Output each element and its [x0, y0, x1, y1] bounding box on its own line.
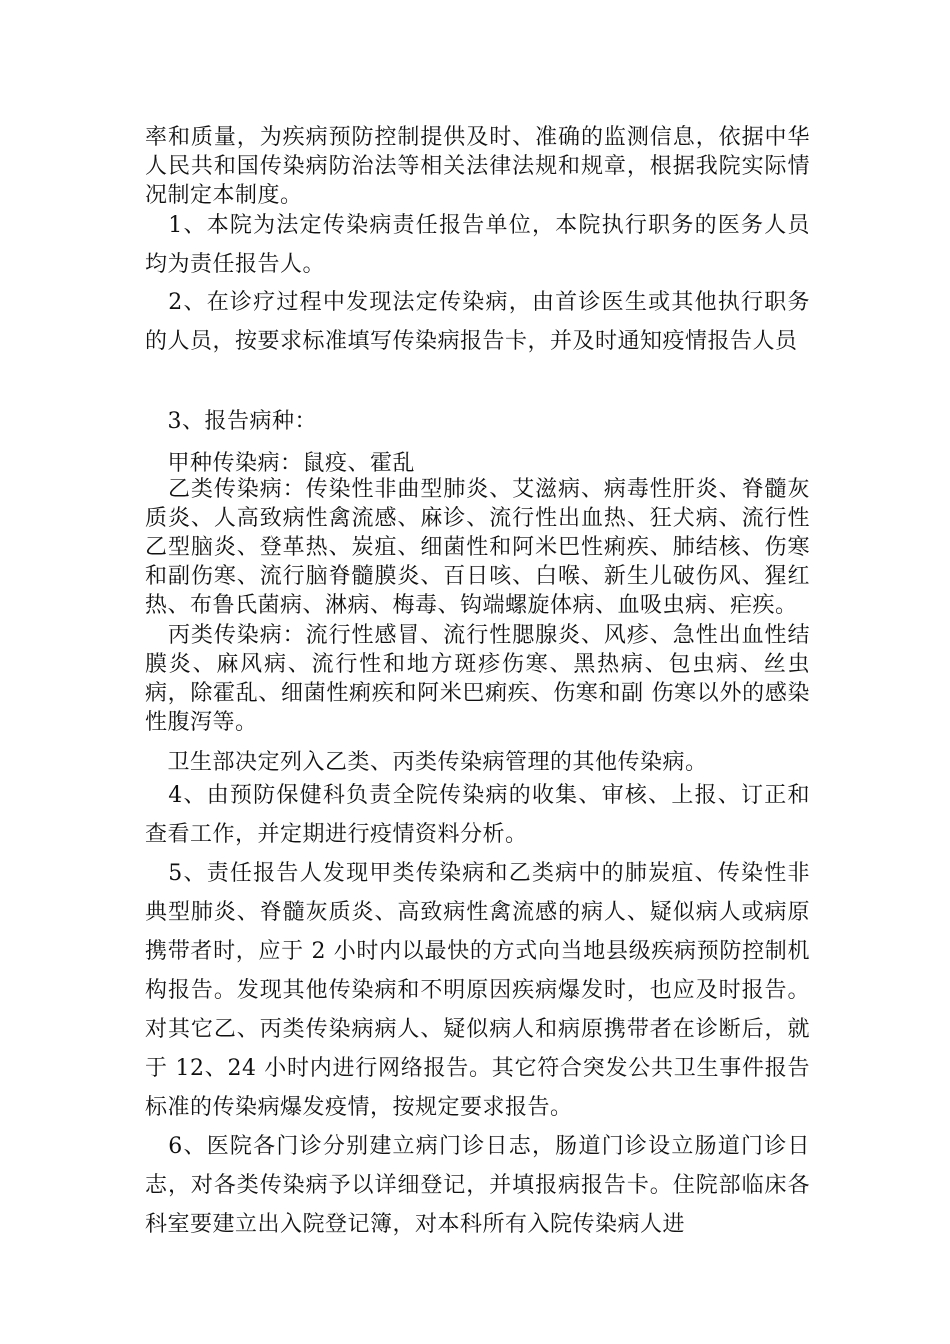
class-b-diseases: 乙类传染病：传染性非曲型肺炎、艾滋病、病毒性肝炎、脊髓灰质炎、人高致病性禽流感、麻诊、流行性出血热、狂犬病、流行性乙型脑炎、登革热、炭疽、细菌性和阿米巴性痢疾、肺结核、伤寒和副伤寒、流行脑脊髓膜炎、百日咳、白喉、新生儿破伤风、猩红热、布鲁氏菌病、淋病、梅毒、钩端螺旋体病、血吸虫病、疟疾。	[145, 477, 810, 618]
clause-3-heading: 3、报告病种：	[145, 409, 317, 434]
clause-5-paragraph: 5、责任报告人发现甲类传染病和乙类病中的肺炭疽、传染性非典型肺炎、脊髓灰质炎、高致病性禽流感的病人、疑似病人或病原携带者时，应于 2 小时内以最快的方式向当地县级疾病预防控制机构报告。发现其他传染病和不明原因疾病爆发时，也应及时报告。对其它乙、丙类传染病病人、疑似病人和病原携带者在诊断后，就于 12、24 小时内进行网络报告。其它符合突发公共卫生事件报告标准的传染病爆发疫情，按规定要求报告。	[145, 861, 810, 1120]
class-a-diseases: 甲种传染病：鼠疫、霍乱	[145, 451, 416, 476]
clause-2-paragraph: 2、在诊疗过程中发现法定传染病，由首诊医生或其他执行职务的人员，按要求标准填写传染病报告卡，并及时通知疫情报告人员	[145, 290, 810, 354]
clause-6-paragraph: 6、医院各门诊分别建立病门诊日志，肠道门诊设立肠道门诊日志，对各类传染病予以详细登记，并填报病报告卡。住院部临床各科室要建立出入院登记簿，对本科所有入院传染病人进	[145, 1134, 810, 1237]
intro-paragraph: 率和质量，为疾病预防控制提供及时、准确的监测信息，依据中华人民共和国传染病防治法等相关法律法规和规章，根据我院实际情况制定本制度。	[145, 125, 810, 208]
clause-1-paragraph: 1、本院为法定传染病责任报告单位，本院执行职务的医务人员均为责任报告人。	[145, 213, 810, 277]
other-diseases-note: 卫生部决定列入乙类、丙类传染病管理的其他传染病。	[145, 750, 708, 775]
class-c-diseases: 丙类传染病：流行性感冒、流行性腮腺炎、风疹、急性出血性结膜炎、麻风病、流行性和地方斑疹伤寒、黑热病、包虫病、丝虫病，除霍乱、细菌性痢疾和阿米巴痢疾、伤寒和副 伤寒以外的感染性腹泻等。	[145, 623, 810, 735]
clause-4-paragraph: 4、由预防保健科负责全院传染病的收集、审核、上报、订正和查看工作，并定期进行疫情资料分析。	[145, 783, 810, 847]
